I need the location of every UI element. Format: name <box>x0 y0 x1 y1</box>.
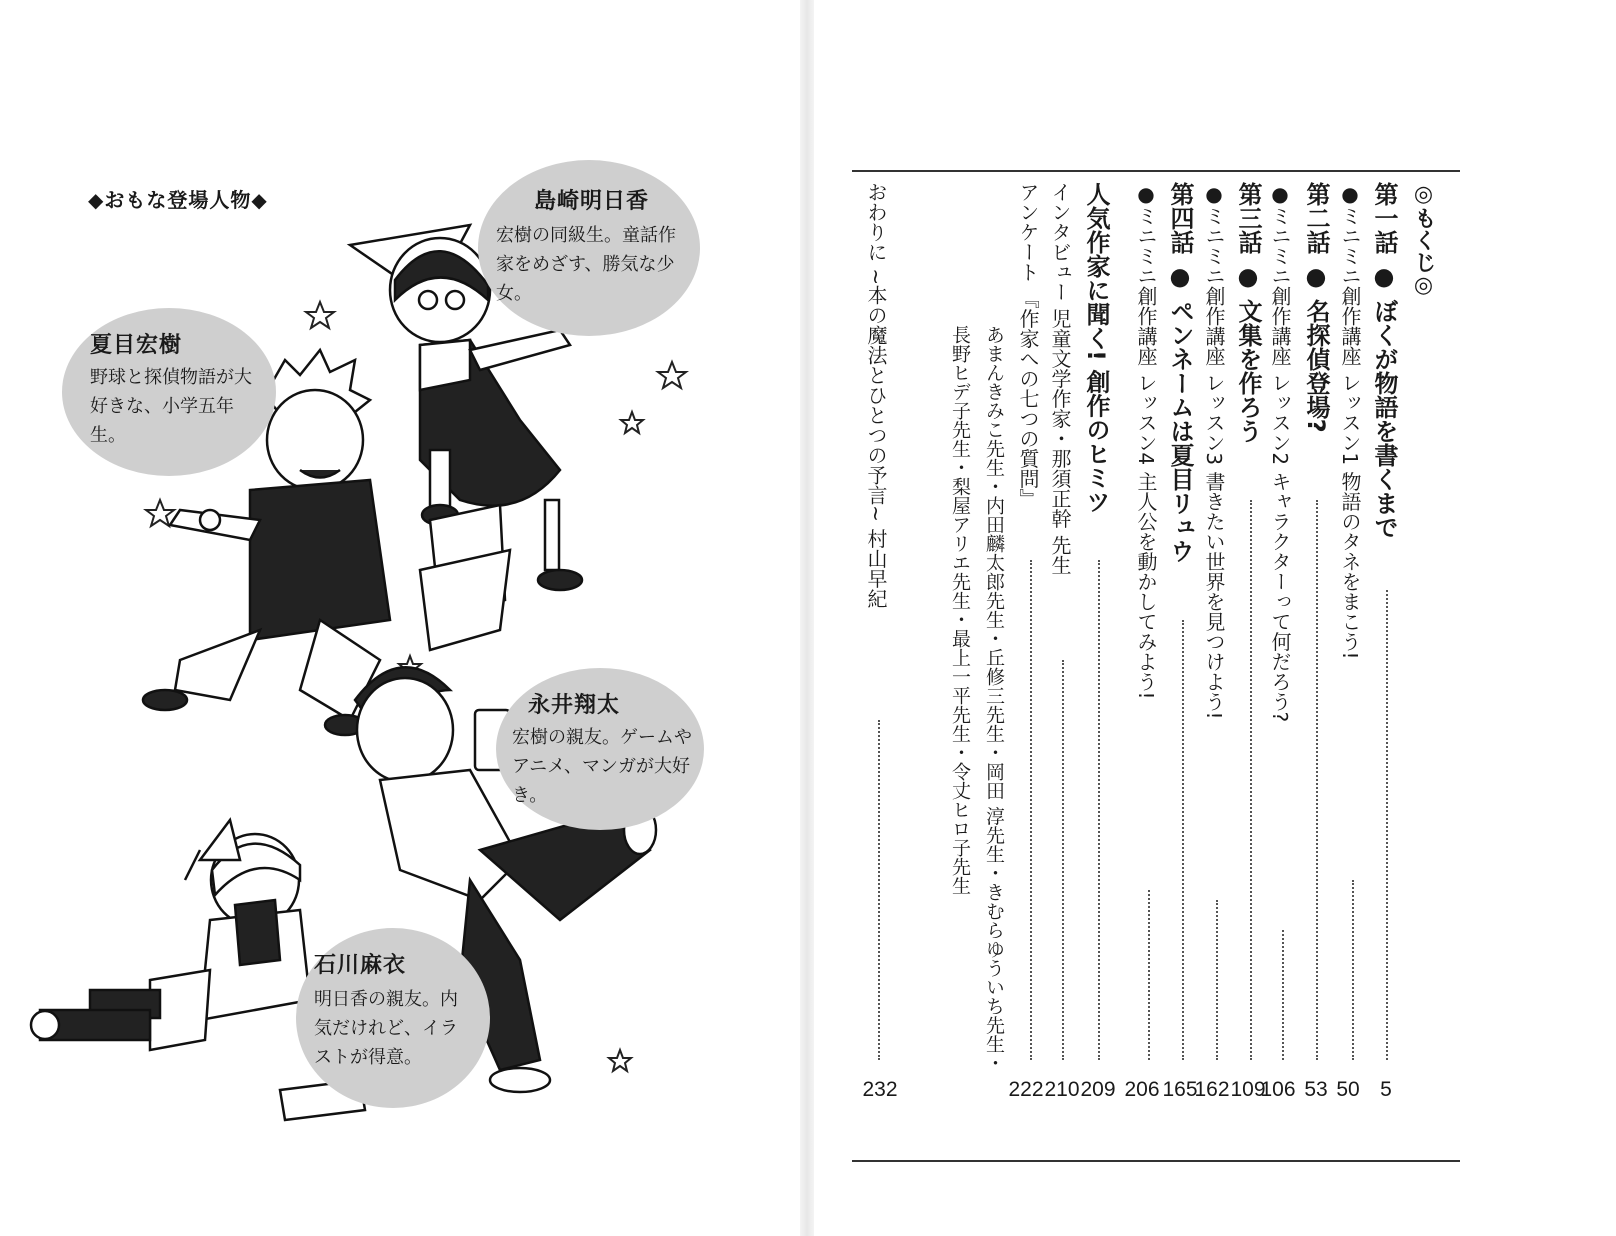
toc-leader-dots <box>1182 620 1184 1060</box>
toc-page-number: 209 <box>1080 1078 1116 1101</box>
toc-page-number: 5 <box>1380 1078 1392 1101</box>
character-name: 夏目宏樹 <box>90 333 183 358</box>
character-bubble-shota <box>496 668 704 830</box>
toc-leader-dots <box>1316 500 1318 1060</box>
toc-entry-text: あまんきみこ先生・内田麟太郎先生・丘修三先生・岡田 淳先生・きむらゆういち先生・ <box>983 325 1005 1073</box>
toc-entry-text: 第三話 ● 文集を作ろう <box>1234 182 1262 443</box>
toc-leader-dots <box>1352 880 1354 1060</box>
toc-leader-dots <box>1062 660 1064 1060</box>
toc-entry-text: ●ミニミニ創作講座 レッスン2 キャラクターって何だろう? <box>1268 182 1292 723</box>
toc-page-number: 165 <box>1162 1078 1198 1101</box>
toc-bottom-rule <box>852 1160 1460 1162</box>
character-bubble-hiroki <box>62 308 276 476</box>
toc-page-number: 222 <box>1008 1078 1044 1101</box>
toc-leader-dots <box>1250 500 1252 1060</box>
toc-page-number: 106 <box>1260 1078 1296 1101</box>
toc-page-number: 162 <box>1194 1078 1230 1101</box>
toc-entry-text: 第二話 ● 名探偵登場? <box>1302 182 1330 433</box>
cast-heading: ◆おもな登場人物◆ <box>88 188 268 212</box>
toc-entry-text: 第四話 ● ペンネームは夏目リュウ <box>1166 182 1194 563</box>
character-description: 明日香の親友。内気だけれど、イラストが得意。 <box>314 989 458 1068</box>
toc-page-number: 232 <box>862 1078 898 1101</box>
character-description: 宏樹の同級生。童話作家をめざす、勝気な少女。 <box>496 225 676 304</box>
toc-leader-dots <box>1098 560 1100 1060</box>
character-name: 石川麻衣 <box>314 953 407 978</box>
toc-entry-text: ●ミニミニ創作講座 レッスン3 書きたい世界を見つけよう! <box>1202 182 1226 720</box>
toc-entry-text: ●ミニミニ創作講座 レッスン1 物語のタネをまこう! <box>1338 182 1362 660</box>
toc-entry-text: おわりに ~本の魔法とひとつの予言~ 村山早紀 <box>864 182 888 609</box>
toc-leader-dots <box>1148 890 1150 1060</box>
toc-entry-text: 第一話 ● ぼくが物語を書くまで <box>1370 182 1398 539</box>
toc-leader-dots <box>1282 930 1284 1060</box>
toc-page-number: 50 <box>1336 1078 1360 1101</box>
toc-page-number: 206 <box>1124 1078 1160 1101</box>
toc-page-number: 210 <box>1044 1078 1080 1101</box>
toc-leader-dots <box>1386 590 1388 1060</box>
character-bubble-asuka <box>478 160 700 336</box>
toc-page-number: 53 <box>1304 1078 1328 1101</box>
toc-entry-text: インタビュー 児童文学作家・那須正幹 先生 <box>1048 182 1072 575</box>
character-bubble-mai <box>296 928 490 1108</box>
toc-leader-dots <box>1030 560 1032 1060</box>
left-page-characters <box>0 0 800 1236</box>
toc-entry-text: 人気作家に聞く! 創作のヒミツ <box>1082 182 1110 514</box>
character-name: 島崎明日香 <box>534 189 650 214</box>
toc-entry-text: 長野ヒデ子先生・梨屋アリエ先生・最上一平先生・令丈ヒロ子先生 <box>949 325 971 895</box>
page-gutter <box>800 0 814 1236</box>
toc-title: ◎もくじ◎ <box>1411 182 1436 298</box>
character-description: 宏樹の親友。ゲームやアニメ、マンガが大好き。 <box>512 727 692 806</box>
toc-leader-dots <box>1216 900 1218 1060</box>
toc-entry-text: ●ミニミニ創作講座 レッスン4 主人公を動かしてみよう! <box>1134 182 1158 700</box>
toc-entry-text: アンケート 『作家への七つの質問』 <box>1016 182 1040 509</box>
toc-top-rule <box>852 170 1460 172</box>
toc-leader-dots <box>878 720 880 1060</box>
character-name: 永井翔太 <box>528 693 621 718</box>
character-description: 野球と探偵物語が大好きな、小学五年生。 <box>90 367 252 446</box>
toc-page-number: 109 <box>1230 1078 1266 1101</box>
